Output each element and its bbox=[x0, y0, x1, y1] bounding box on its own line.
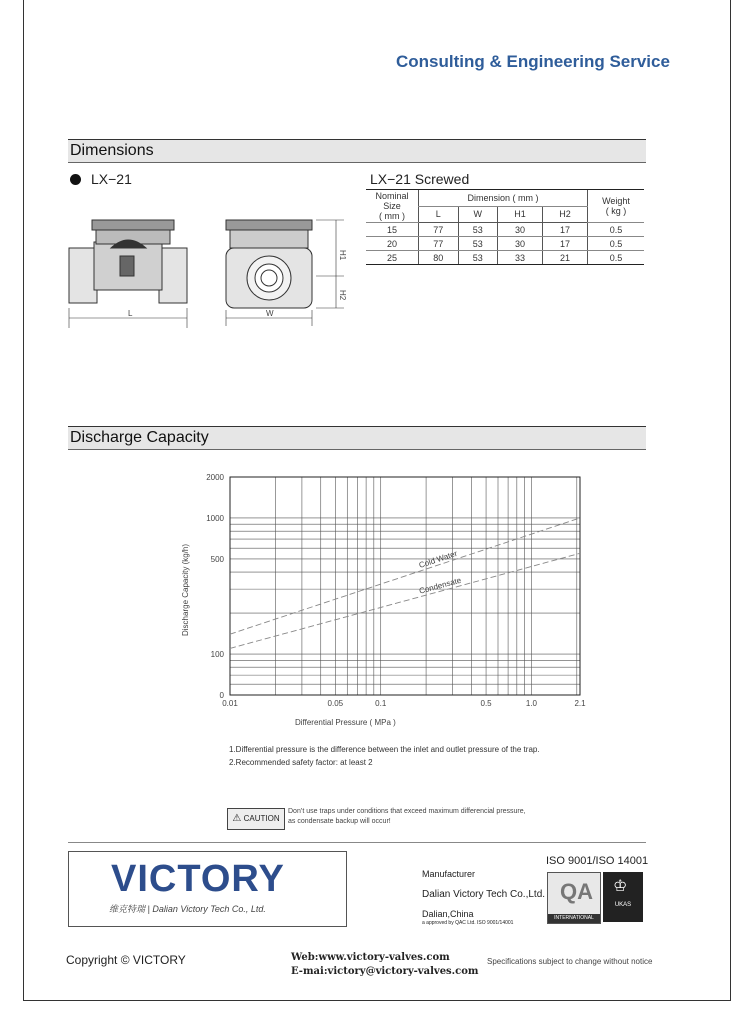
series-line bbox=[230, 553, 580, 648]
manufacturer-name: Dalian Victory Tech Co.,Ltd. bbox=[422, 889, 546, 900]
caution-label: CAUTION bbox=[243, 814, 280, 823]
cell: 53 bbox=[458, 251, 498, 265]
side-view bbox=[69, 220, 187, 303]
qa-cert-logo bbox=[547, 872, 601, 924]
series-line bbox=[230, 518, 580, 634]
cell: 15 bbox=[366, 223, 419, 237]
spec-note: Specifications subject to change without notice bbox=[487, 957, 653, 966]
weight-label: Weight bbox=[602, 196, 630, 206]
chart-ticks bbox=[206, 473, 586, 708]
nominal-unit: ( mm ) bbox=[379, 211, 405, 221]
header-dimension: Dimension ( mm ) bbox=[419, 190, 588, 207]
table-row bbox=[366, 223, 644, 237]
divider bbox=[68, 842, 646, 843]
cell: 21 bbox=[542, 251, 587, 265]
x-tick-label: 1.0 bbox=[525, 699, 537, 708]
dim-H2-label: H2 bbox=[338, 290, 347, 301]
notes bbox=[229, 743, 540, 769]
y-tick-label: 1000 bbox=[206, 513, 224, 523]
dim-W-label: W bbox=[266, 309, 274, 318]
manufacturer-label: Manufacturer bbox=[422, 869, 476, 879]
cell: 53 bbox=[458, 237, 498, 251]
y-tick-label: 0 bbox=[219, 691, 224, 700]
cell: 33 bbox=[498, 251, 543, 265]
discharge-heading: Discharge Capacity bbox=[70, 429, 209, 446]
cell: 77 bbox=[419, 237, 459, 251]
weight-unit: ( kg ) bbox=[605, 206, 627, 216]
x-tick-label: 0.05 bbox=[327, 699, 344, 708]
series-label: Cold Water bbox=[417, 548, 459, 570]
y-tick-label: 500 bbox=[210, 554, 224, 564]
crown-icon: ♔ bbox=[613, 878, 628, 895]
chart-grid bbox=[230, 477, 580, 695]
note-2: 2.Recommended safety factor: at least 2 bbox=[229, 758, 373, 767]
subheader-H2: H2 bbox=[542, 206, 587, 223]
front-view bbox=[226, 220, 312, 308]
cell: 0.5 bbox=[588, 237, 645, 251]
cell: 17 bbox=[542, 223, 587, 237]
cell: 17 bbox=[542, 237, 587, 251]
dim-H1-label: H1 bbox=[338, 250, 347, 261]
iso-cert-label: ISO 9001/ISO 14001 bbox=[546, 855, 649, 867]
cell: 0.5 bbox=[588, 223, 645, 237]
chart-series bbox=[230, 518, 580, 648]
dim-L-label: L bbox=[128, 309, 133, 318]
email-link[interactable]: E-mai:victory@victory-valves.com bbox=[291, 966, 479, 977]
y-tick-label: 100 bbox=[210, 650, 224, 660]
subheader-L: L bbox=[419, 206, 459, 223]
subheader-H1: H1 bbox=[498, 206, 543, 223]
bullet-icon bbox=[70, 174, 81, 185]
cell: 30 bbox=[498, 237, 543, 251]
note-1: 1.Differential pressure is the difference between the inlet and outlet pressure of the trap. bbox=[229, 745, 540, 754]
victory-logo: VICTORY bbox=[111, 858, 285, 900]
page-header-title: Consulting & Engineering Service bbox=[396, 52, 670, 71]
dimensions-heading: Dimensions bbox=[70, 142, 154, 159]
x-tick-label: 0.5 bbox=[480, 699, 492, 708]
cell: 20 bbox=[366, 237, 419, 251]
table-title: LX−21 Screwed bbox=[370, 171, 470, 187]
ukas-text: UKAS bbox=[614, 902, 632, 908]
qa-icon: QA bbox=[560, 879, 593, 904]
cell: 53 bbox=[458, 223, 498, 237]
manufacturer-location: Dalian,China bbox=[422, 909, 474, 919]
x-tick-label: 0.1 bbox=[375, 699, 387, 708]
y-axis-label: Discharge Capacity (kg/h) bbox=[181, 543, 190, 636]
x-axis-label: Differential Pressure ( MPa ) bbox=[295, 718, 396, 727]
x-tick-label: 0.01 bbox=[222, 699, 238, 708]
header-nominal bbox=[366, 190, 419, 223]
subheader-W: W bbox=[458, 206, 498, 223]
copyright: Copyright © VICTORY bbox=[66, 953, 186, 967]
x-tick-label: 2.1 bbox=[574, 699, 586, 708]
dimensions-table bbox=[366, 189, 644, 265]
cell: 0.5 bbox=[588, 251, 645, 265]
y-tick-label: 2000 bbox=[206, 473, 224, 482]
website-link[interactable]: Web:www.victory-valves.com bbox=[291, 952, 450, 963]
dimensions-section-bar bbox=[68, 139, 646, 163]
approval-note: a approved by QAC Ltd. ISO 9001/14001 bbox=[422, 920, 514, 926]
cell: 80 bbox=[419, 251, 459, 265]
qa-cert-text: INTERNATIONAL bbox=[548, 914, 600, 923]
cell: 77 bbox=[419, 223, 459, 237]
series-label: Condensate bbox=[418, 575, 463, 596]
nominal-label: Nominal Size bbox=[375, 191, 409, 211]
header-weight bbox=[588, 190, 645, 223]
warning-icon: ⚠ bbox=[232, 813, 242, 824]
discharge-section-bar bbox=[68, 426, 646, 450]
plot-frame bbox=[230, 477, 580, 695]
cell: 30 bbox=[498, 223, 543, 237]
model-label bbox=[70, 171, 132, 187]
caution-badge bbox=[227, 808, 285, 830]
table-row bbox=[366, 251, 644, 265]
caution-text: Don’t use traps under conditions that exceed maximum differencial pressure, as condensate backup will occur! bbox=[288, 808, 526, 825]
table-row bbox=[366, 237, 644, 251]
cell: 25 bbox=[366, 251, 419, 265]
victory-logo-box bbox=[68, 851, 347, 927]
model-name: LX−21 bbox=[91, 171, 132, 187]
logo-subtitle: 维克特瑞 | Dalian Victory Tech Co., Ltd. bbox=[109, 904, 266, 914]
technical-drawing bbox=[66, 218, 366, 333]
discharge-chart bbox=[170, 465, 600, 735]
ukas-cert-logo bbox=[603, 872, 643, 922]
